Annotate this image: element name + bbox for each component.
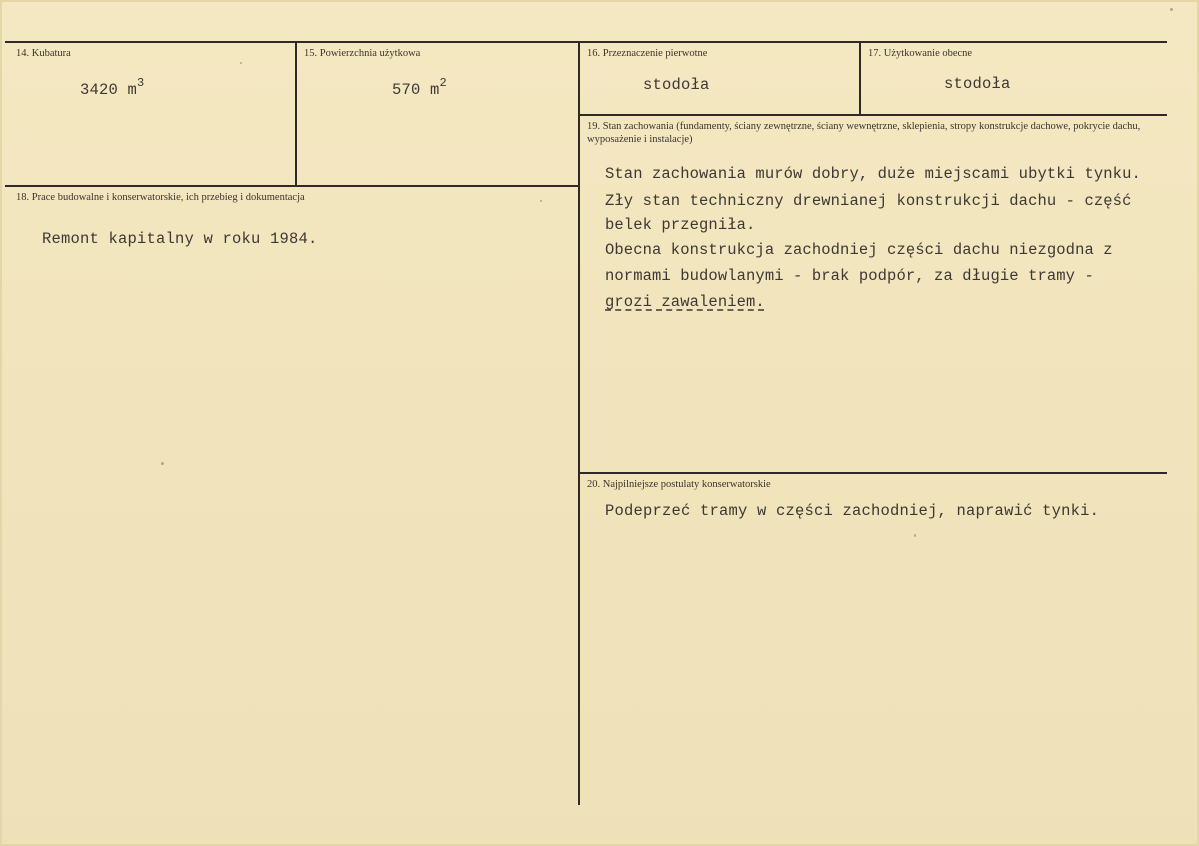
field-14-exponent: 3: [137, 76, 145, 90]
field-20-value: Podeprzeć tramy w części zachodniej, naprawić tynki.: [605, 502, 1100, 520]
divider-14-15: [295, 43, 297, 185]
rule-under-16-17: [580, 114, 1167, 116]
field-14-number: 3420 m: [80, 81, 138, 100]
field-19-line-6: grozi zawaleniem.: [605, 293, 765, 311]
field-15-number: 570 m: [392, 81, 440, 100]
field-15-exponent: 2: [439, 76, 447, 90]
field-19-line-4: Obecna konstrukcja zachodniej części dachu niezgodna z: [605, 241, 1113, 259]
field-19-label: 19. Stan zachowania (fundamenty, ściany zewnętrzne, ściany wewnętrzne, sklepienia, stropy konstrukcje dachowe, pokrycie dachu, wyposażenie i instalacje): [587, 121, 1141, 145]
top-rule: [5, 41, 1167, 43]
paper-speck: [161, 462, 164, 465]
field-17-label: 17. Użytkowanie obecne: [868, 48, 973, 59]
field-19-line-5: normami budowlanymi - brak podpór, za długie tramy -: [605, 267, 1094, 285]
main-divider: [578, 43, 580, 805]
field-16-label: 16. Przeznaczenie pierwotne: [587, 48, 708, 59]
field-15-value: [392, 78, 447, 99]
field-14-value: [80, 78, 144, 99]
field-15-label: 15. Powierzchnia użytkowa: [304, 48, 421, 59]
divider-16-17: [859, 43, 861, 114]
rule-above-20: [580, 472, 1167, 474]
field-19-line-1: Stan zachowania murów dobry, duże miejscami ubytki tynku.: [605, 165, 1141, 183]
field-18-value: Remont kapitalny w roku 1984.: [42, 230, 318, 248]
field-18-label: 18. Prace budowalne i konserwatorskie, ich przebieg i dokumentacja: [16, 192, 305, 203]
field-19-line-3: belek przegniła.: [605, 216, 756, 234]
paper-speck: [1170, 8, 1173, 11]
field-16-value: stodoła: [643, 76, 710, 94]
field-20-label: 20. Najpilniejsze postulaty konserwatorskie: [587, 479, 771, 490]
paper-speck: [914, 534, 916, 537]
rule-under-14-15: [5, 185, 579, 187]
paper-speck: [540, 200, 542, 202]
field-19-line-2: Zły stan techniczny drewnianej konstrukcji dachu - część: [605, 192, 1132, 210]
paper-speck: [240, 62, 242, 64]
field-17-value: stodoła: [944, 75, 1011, 93]
field-14-label: 14. Kubatura: [16, 48, 71, 59]
